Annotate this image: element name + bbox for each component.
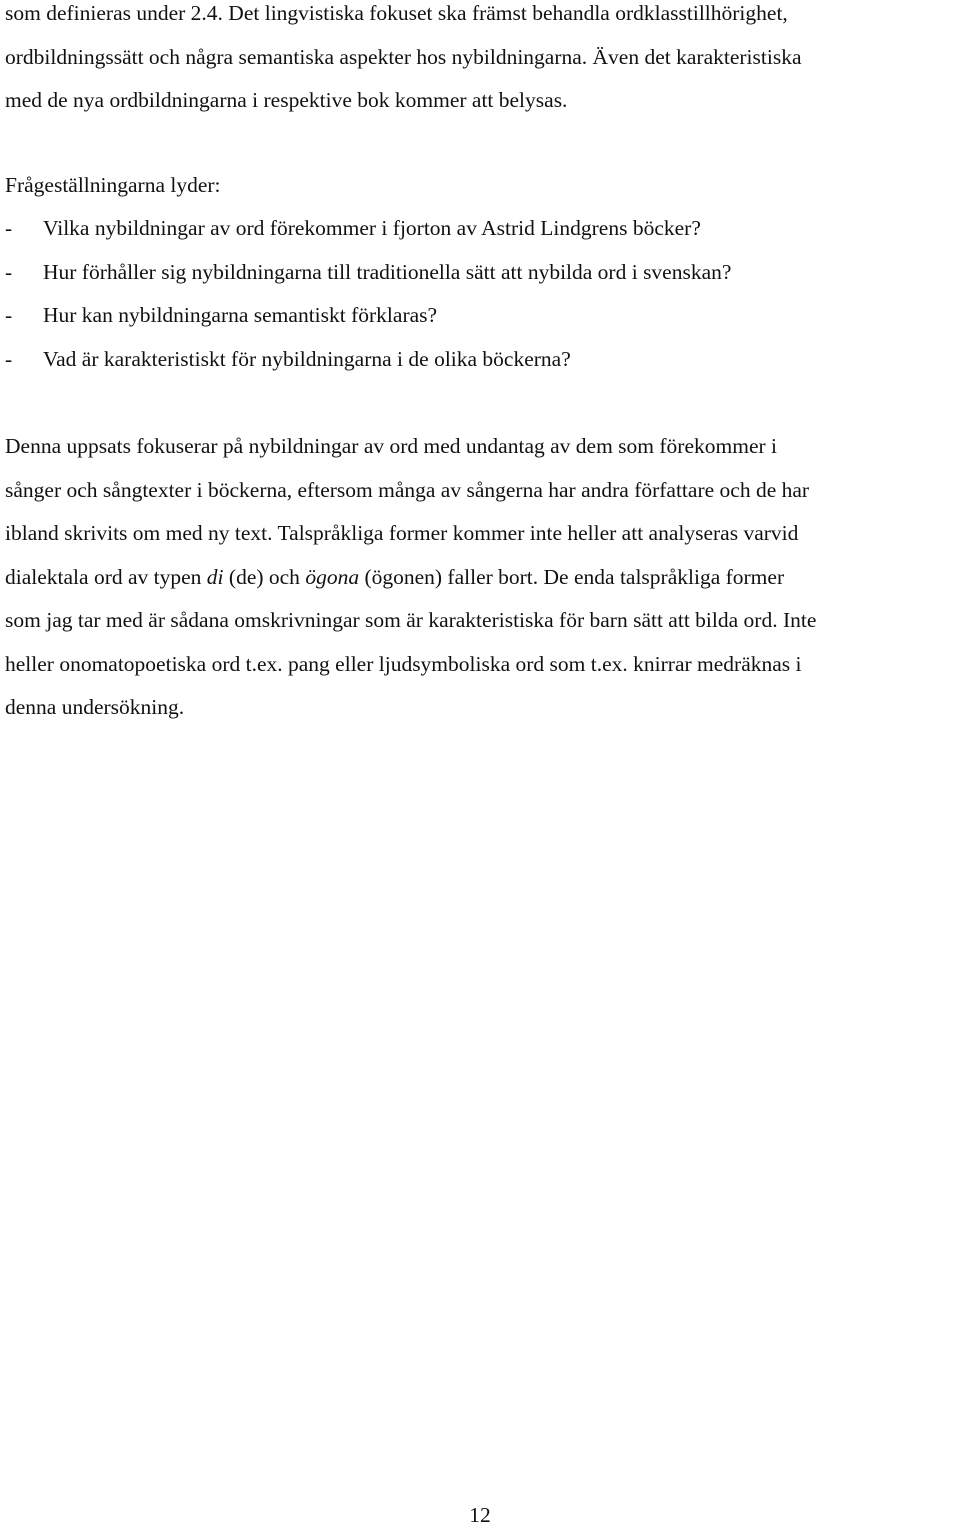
question-text: Hur förhåller sig nybildningarna till traditionella sätt att nybilda ord i svenskan? xyxy=(43,259,732,284)
intro-line: ordbildningssätt och några semantiska aspekter hos nybildningarna. Även det karakteristiska xyxy=(5,44,802,69)
intro-paragraph xyxy=(5,0,955,123)
body-text: dialektala ord av typen xyxy=(5,564,207,589)
body-line xyxy=(5,556,955,600)
list-marker: - xyxy=(5,303,13,327)
list-marker: - xyxy=(5,259,13,284)
body-text: (de) och xyxy=(223,564,306,589)
intro-line: som definieras under 2.4. Det lingvistiska fokuset ska främst behandla ordklasstillhörighet, xyxy=(5,1,788,25)
list-item xyxy=(5,338,731,382)
question-list xyxy=(5,207,731,381)
list-item xyxy=(5,251,731,295)
page-number: 12 xyxy=(469,1503,491,1527)
questions-heading: Frågeställningarna lyder: xyxy=(5,173,221,197)
question-text: Hur kan nybildningarna semantiskt förklaras? xyxy=(43,303,438,327)
list-marker: - xyxy=(5,346,13,371)
example-word-ogona: ögona xyxy=(305,564,360,589)
list-item xyxy=(5,294,731,338)
body-paragraph xyxy=(5,425,955,730)
body-line: sånger och sångtexter i böckerna, eftersom många av sångerna har andra författare och de har xyxy=(5,477,810,502)
body-line: denna undersökning. xyxy=(5,695,185,719)
body-line: Denna uppsats fokuserar på nybildningar av ord med undantag av dem som förekommer i xyxy=(5,434,777,458)
body-text: (ögonen) faller bort. De enda talspråkliga former xyxy=(359,564,785,589)
body-line: som jag tar med är sådana omskrivningar som är karakteristiska för barn sätt att bilda ord. Inte xyxy=(5,608,817,632)
intro-line: med de nya ordbildningarna i respektive bok kommer att belysas. xyxy=(5,88,568,112)
body-line: heller onomatopoetiska ord t.ex. pang eller ljudsymboliska ord som t.ex. knirrar medräknas i xyxy=(5,651,802,676)
question-text: Vilka nybildningar av ord förekommer i fjorton av Astrid Lindgrens böcker? xyxy=(43,216,701,240)
list-item xyxy=(5,207,731,251)
list-marker: - xyxy=(5,216,13,240)
example-word-di: di xyxy=(206,564,224,589)
question-text: Vad är karakteristiskt för nybildningarna i de olika böckerna? xyxy=(43,346,571,371)
body-line: ibland skrivits om med ny text. Talspråkliga former kommer inte heller att analyseras varvid xyxy=(5,521,799,545)
